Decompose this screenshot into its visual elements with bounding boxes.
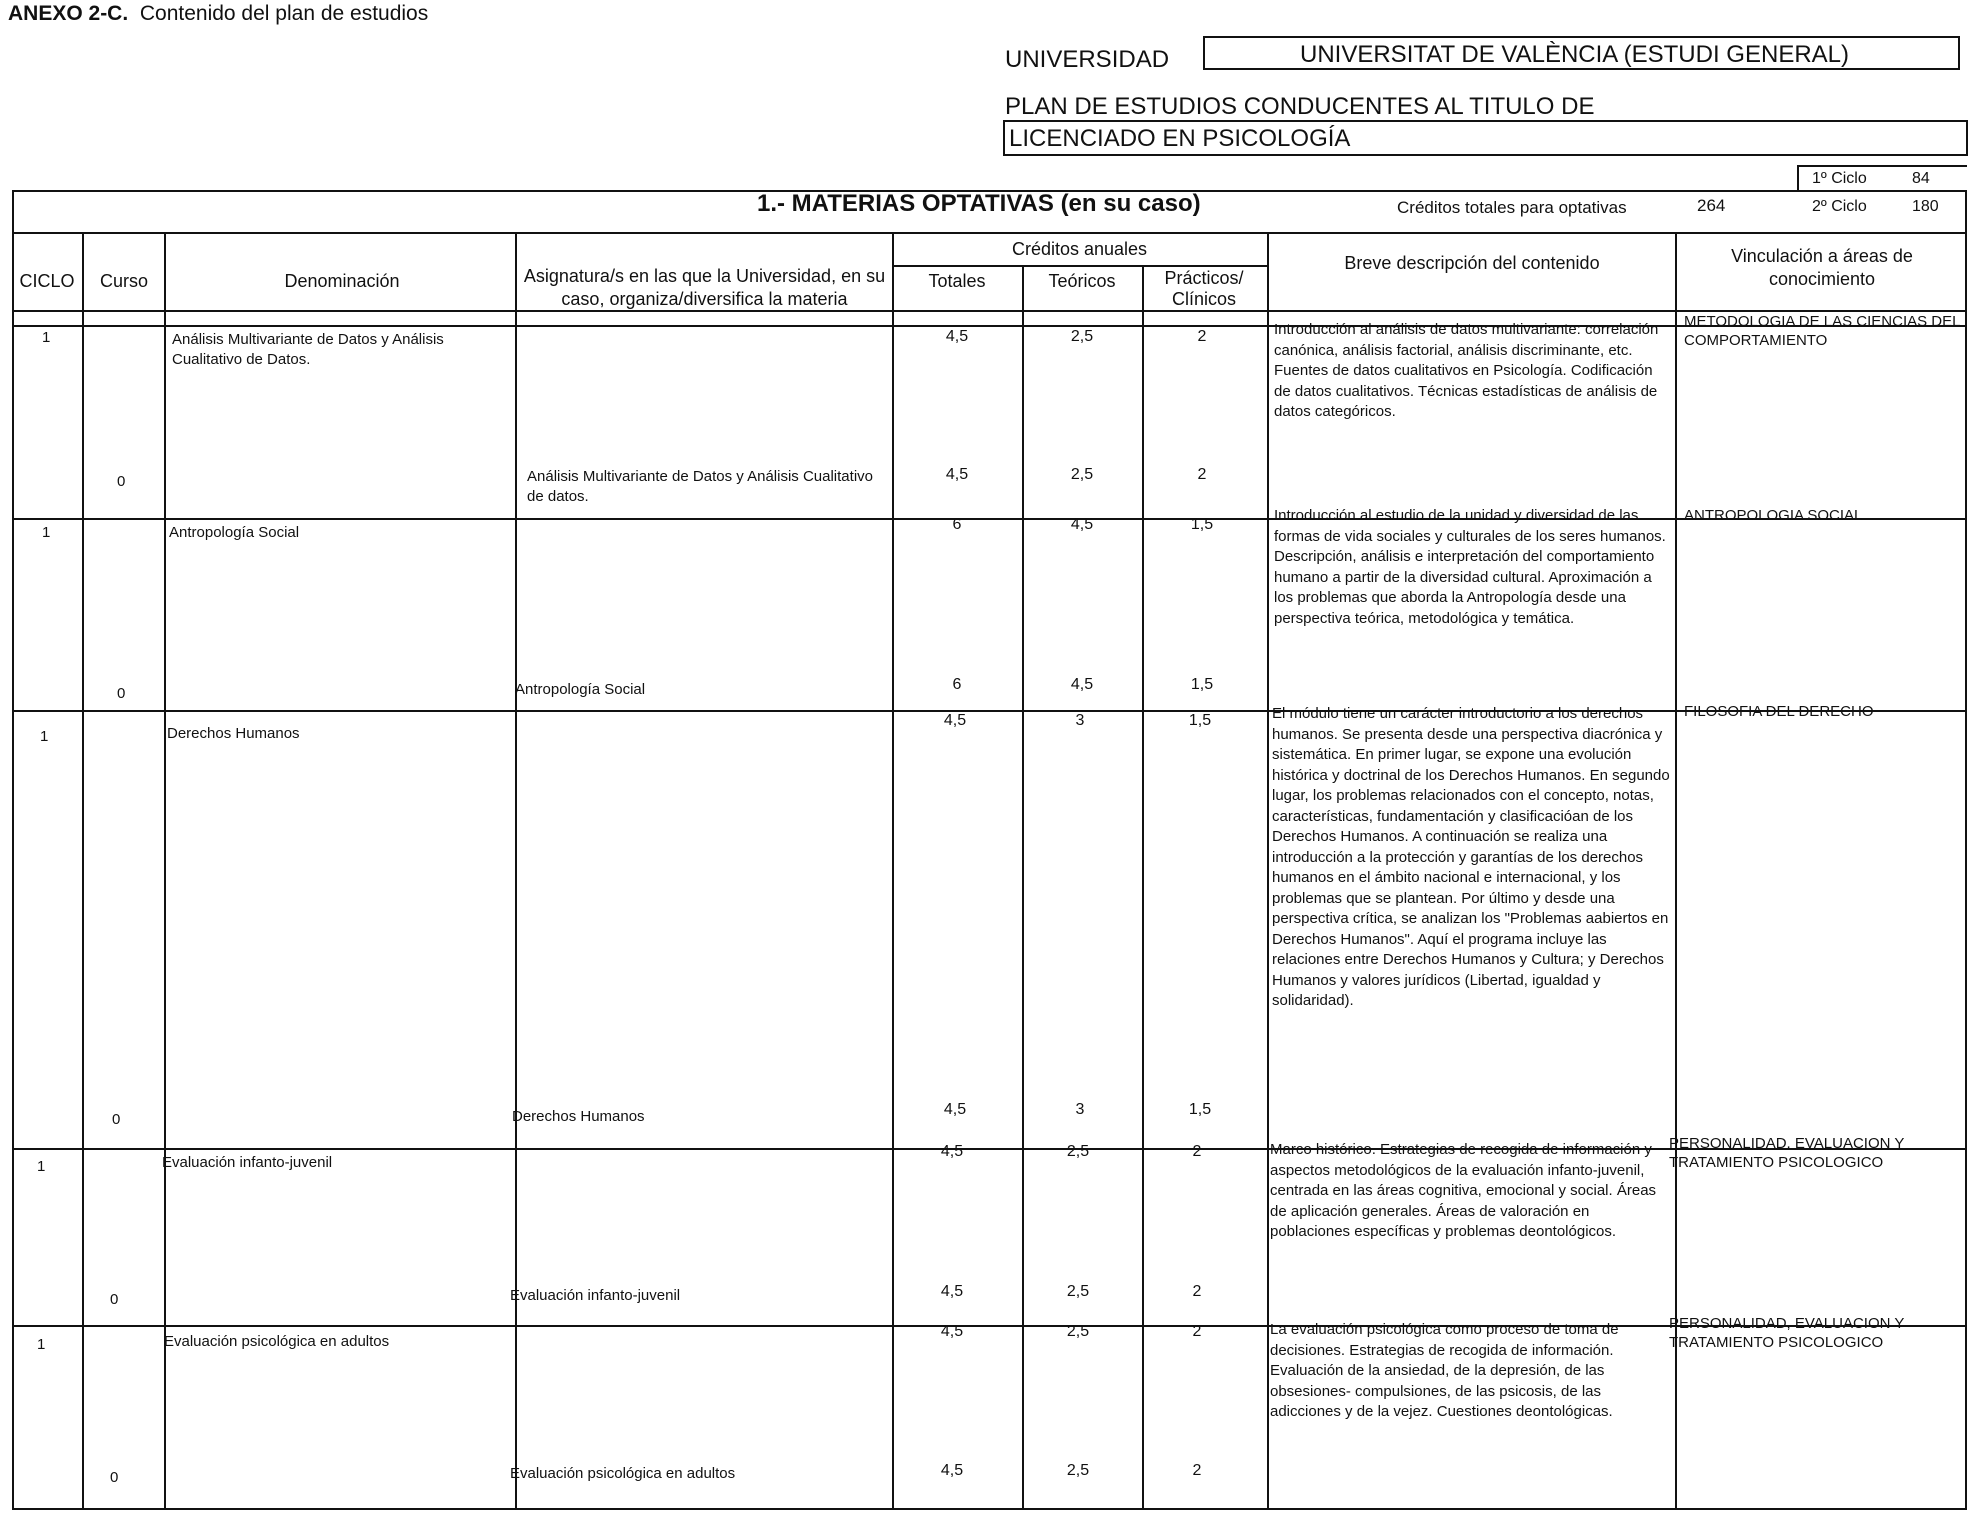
col-line-5 (1022, 265, 1024, 1510)
row2-sub-curso: 0 (117, 685, 126, 702)
cycle2-value: 180 (1912, 198, 1939, 215)
row3-area: FILOSOFIA DEL DERECHO (1684, 703, 1874, 720)
university-label: UNIVERSIDAD (1005, 46, 1170, 73)
subjects-table (12, 170, 1967, 1510)
header-bottom (12, 310, 1967, 312)
credits-divider (892, 265, 1267, 267)
row2-descripcion: Introducción al estudio de la unidad y diversidad de las formas de vida sociales y culturales de los seres humanos. Descripción, análisis e interpretación del comportamiento humano a partir de la diversidad cultural. Aproximación a los problemas que aborda la Antropología desde una perspectiva teórica, metodológica y temática. (1274, 507, 1666, 627)
col-asignatura: Asignatura/s en las que la Universidad, en su caso, organiza/diversifica la materia (523, 266, 886, 309)
table-border-right (1965, 190, 1967, 1510)
row3-sub-curso: 0 (112, 1111, 121, 1128)
col-denominacion: Denominación (284, 271, 400, 291)
university-name: UNIVERSITAT DE VALÈNCIA (ESTUDI GENERAL) (1203, 36, 1960, 70)
col-line-2 (164, 232, 166, 1510)
row5-sub-practicos: 2 (1192, 1462, 1202, 1479)
cycle1-label: 1º Ciclo (1812, 170, 1867, 187)
col-practicos: Prácticos/ Clínicos (1164, 268, 1244, 309)
col-ciclo: CICLO (19, 271, 75, 291)
row5-descripcion: La evaluación psicológica como proceso de toma de decisiones. Estrategias de recogida de información. Evaluación de la ansiedad, de la depresión, de las obsesiones- compulsiones, de las psicosis, de las adicciones y de la vejez. Cuestiones deontológicas. (1270, 1321, 1619, 1420)
row2-sub-teoricos: 4,5 (1070, 676, 1094, 693)
row5-area: PERSONALIDAD, EVALUACION Y TRATAMIENTO PSICOLOGICO (1669, 1315, 1905, 1351)
row2-area: ANTROPOLOGIA SOCIAL (1684, 507, 1863, 524)
row4-sub-teoricos: 2,5 (1066, 1283, 1090, 1300)
row3-totales: 4,5 (943, 712, 967, 729)
row3-descripcion: El módulo tiene un carácter introductorio a los derechos humanos. Se presenta desde una perspectiva diacrónica y sistemática. En primer lugar, se expone una evolución histórica y doctrinal de los Derechos Humanos. En segundo lugar, los problemas relacionados con el concepto, notas, características, fundamentación y clasificacióan de los Derechos Humanos. A continuación se realiza una introducción a la protección y garantías de los derechos humanos en el ámbito nacional e internacional, y los problemas que se plantean. Por último y desde una perspectiva crítica, se analizan los "Problemas aabiertos en Derechos Humanos". Aquí el programa incluye las relaciones entre Derechos Humanos y Cultura; y Derechos Humanos y valores jurídicos (Libertad, igualdad y solidaridad). (1272, 705, 1670, 1009)
credits-total: 264 (1697, 196, 1726, 215)
row4-sub-practicos: 2 (1192, 1283, 1202, 1300)
col-line-1 (82, 232, 84, 1510)
row3-practicos: 1,5 (1188, 712, 1212, 729)
header-bottom-2 (12, 325, 1967, 327)
row1-sub-asignatura: Análisis Multivariante de Datos y Análisis Cualitativo de datos. (527, 468, 873, 505)
row1-area: METODOLOGIA DE LAS CIENCIAS DEL COMPORTAMIENTO (1684, 313, 1960, 349)
plan-label: PLAN DE ESTUDIOS CONDUCENTES AL TITULO DE (1005, 93, 1595, 120)
row1-denominacion: Análisis Multivariante de Datos y Análisis Cualitativo de Datos. (172, 331, 444, 368)
row1-sub-totales: 4,5 (945, 466, 969, 483)
row5-denominacion: Evaluación psicológica en adultos (164, 1333, 390, 1350)
row4-sub-curso: 0 (110, 1291, 119, 1308)
row-sep-2 (12, 710, 1967, 712)
cycle2-label: 2º Ciclo (1812, 198, 1867, 215)
row4-area: PERSONALIDAD, EVALUACION Y TRATAMIENTO PSICOLOGICO (1669, 1135, 1905, 1171)
row4-sub-totales: 4,5 (940, 1283, 964, 1300)
row2-practicos: 1,5 (1190, 516, 1214, 533)
col-line-4 (892, 232, 894, 1510)
row1-practicos: 2 (1197, 328, 1207, 345)
row5-teoricos: 2,5 (1066, 1323, 1090, 1340)
annex-heading (8, 2, 428, 26)
col-teoricos: Teóricos (1048, 271, 1116, 291)
row5-sub-teoricos: 2,5 (1066, 1462, 1090, 1479)
cycle-box-left (1797, 165, 1799, 190)
col-descripcion: Breve descripción del contenido (1344, 253, 1600, 273)
row3-teoricos: 3 (1075, 712, 1085, 729)
row1-teoricos: 2,5 (1070, 328, 1094, 345)
row4-teoricos: 2,5 (1066, 1143, 1090, 1160)
row-sep-1 (12, 518, 1967, 520)
section-divider (12, 232, 1967, 234)
row2-ciclo: 1 (42, 524, 51, 541)
row2-totales: 6 (952, 516, 962, 533)
row-sep-5 (12, 1508, 1967, 1510)
row4-denominacion: Evaluación infanto-juvenil (162, 1154, 333, 1171)
row1-descripcion: Introducción al análisis de datos multivariante: correlación canónica, análisis factorial, análisis discriminante, etc. Fuentes de datos cualitativos en Psicología. Codificación de datos cualitativos. Técnicas estadísticas de análisis de datos categóricos. (1274, 321, 1659, 420)
section-title: 1.- MATERIAS OPTATIVAS (en su caso) (757, 190, 1201, 217)
row3-sub-teoricos: 3 (1075, 1101, 1085, 1118)
row4-totales: 4,5 (940, 1143, 964, 1160)
col-totales: Totales (928, 271, 986, 291)
row5-sub-asignatura: Evaluación psicológica en adultos (510, 1465, 736, 1482)
row5-ciclo: 1 (37, 1336, 46, 1353)
row3-ciclo: 1 (40, 728, 49, 745)
row3-sub-practicos: 1,5 (1188, 1101, 1212, 1118)
col-curso: Curso (99, 271, 148, 291)
row2-denominacion: Antropología Social (169, 524, 300, 541)
row3-denominacion: Derechos Humanos (167, 725, 300, 742)
row2-sub-totales: 6 (952, 676, 962, 693)
degree-title: LICENCIADO EN PSICOLOGÍA (1003, 120, 1968, 156)
row3-sub-asignatura: Derechos Humanos (512, 1108, 645, 1125)
row1-ciclo: 1 (42, 329, 51, 346)
credits-label: Créditos totales para optativas (1397, 198, 1627, 217)
row1-totales: 4,5 (945, 328, 969, 345)
row2-sub-asignatura: Antropología Social (515, 681, 646, 698)
col-vinculacion: Vinculación a áreas de conocimiento (1731, 246, 1913, 289)
row4-ciclo: 1 (37, 1158, 46, 1175)
row4-descripcion: Marco histórico. Estrategias de recogida de información y aspectos metodológicos de la evaluación infanto-juvenil, centrada en las áreas cognitiva, emocional y social. Áreas de aplicación generales. Áreas de valoración en poblaciones específicas y problemas deontológicos. (1270, 1141, 1657, 1240)
row4-practicos: 2 (1192, 1143, 1202, 1160)
annex-title: Contenido del plan de estudios (139, 2, 429, 25)
row5-sub-totales: 4,5 (940, 1462, 964, 1479)
col-line-7 (1267, 232, 1269, 1510)
table-border-left (12, 190, 14, 1510)
row1-sub-practicos: 2 (1197, 466, 1207, 483)
row2-teoricos: 4,5 (1070, 516, 1094, 533)
col-line-6 (1142, 265, 1144, 1510)
annex-code: ANEXO 2-C. (8, 2, 129, 25)
row5-totales: 4,5 (940, 1323, 964, 1340)
col-creditos: Créditos anuales (1011, 239, 1148, 259)
row1-sub-curso: 0 (117, 473, 126, 490)
row5-sub-curso: 0 (110, 1469, 119, 1486)
col-line-3 (515, 232, 517, 1510)
row2-sub-practicos: 1,5 (1190, 676, 1214, 693)
row1-sub-teoricos: 2,5 (1070, 466, 1094, 483)
row4-sub-asignatura: Evaluación infanto-juvenil (510, 1287, 681, 1304)
row3-sub-totales: 4,5 (943, 1101, 967, 1118)
row5-practicos: 2 (1192, 1323, 1202, 1340)
cycle-box-top (1797, 165, 1967, 167)
cycle1-value: 84 (1912, 170, 1930, 187)
